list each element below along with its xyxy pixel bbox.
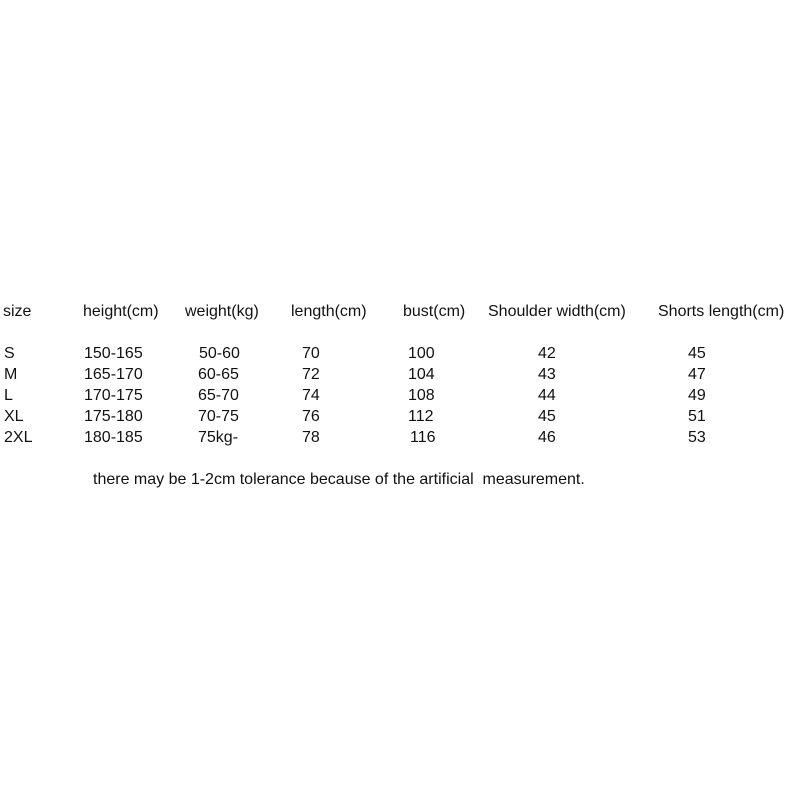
row-s-shorts: 45 bbox=[688, 345, 706, 362]
row-s-size: S bbox=[4, 345, 15, 362]
row-m-size: M bbox=[4, 366, 18, 383]
row-xl-shoulder: 45 bbox=[538, 408, 556, 425]
row-l-length: 74 bbox=[302, 387, 320, 404]
row-m-length: 72 bbox=[302, 366, 320, 383]
row-2xl-length: 78 bbox=[302, 429, 320, 446]
row-2xl-weight: 75kg- bbox=[198, 429, 239, 446]
header-bust: bust(cm) bbox=[403, 303, 466, 320]
header-weight: weight(kg) bbox=[185, 303, 259, 320]
row-s-height: 150-165 bbox=[84, 345, 143, 362]
row-m-weight: 60-65 bbox=[198, 366, 239, 383]
row-2xl-shorts: 53 bbox=[688, 429, 706, 446]
header-length: length(cm) bbox=[291, 303, 367, 320]
row-l-size: L bbox=[4, 387, 13, 404]
row-s-weight: 50-60 bbox=[199, 345, 240, 362]
tolerance-note: there may be 1-2cm tolerance because of the artificial measurement. bbox=[93, 471, 585, 488]
row-m-shoulder: 43 bbox=[538, 366, 556, 383]
row-m-height: 165-170 bbox=[84, 366, 143, 383]
row-xl-shorts: 51 bbox=[688, 408, 706, 425]
row-xl-size: XL bbox=[4, 408, 24, 425]
row-l-shoulder: 44 bbox=[538, 387, 556, 404]
row-s-shoulder: 42 bbox=[538, 345, 556, 362]
row-m-shorts: 47 bbox=[688, 366, 706, 383]
row-2xl-height: 180-185 bbox=[84, 429, 143, 446]
row-l-bust: 108 bbox=[408, 387, 435, 404]
row-xl-weight: 70-75 bbox=[198, 408, 239, 425]
row-xl-length: 76 bbox=[302, 408, 320, 425]
row-l-shorts: 49 bbox=[688, 387, 706, 404]
row-2xl-bust: 116 bbox=[410, 429, 436, 446]
header-shorts-length: Shorts length(cm) bbox=[658, 303, 785, 320]
row-s-bust: 100 bbox=[408, 345, 435, 362]
row-xl-height: 175-180 bbox=[84, 408, 143, 425]
header-shoulder-width: Shoulder width(cm) bbox=[488, 303, 626, 320]
row-m-bust: 104 bbox=[408, 366, 435, 383]
header-size: size bbox=[3, 303, 32, 320]
header-height: height(cm) bbox=[83, 303, 159, 320]
row-s-length: 70 bbox=[302, 345, 320, 362]
row-xl-bust: 112 bbox=[408, 408, 434, 425]
row-l-weight: 65-70 bbox=[198, 387, 239, 404]
row-l-height: 170-175 bbox=[84, 387, 143, 404]
row-2xl-shoulder: 46 bbox=[538, 429, 556, 446]
row-2xl-size: 2XL bbox=[4, 429, 33, 446]
